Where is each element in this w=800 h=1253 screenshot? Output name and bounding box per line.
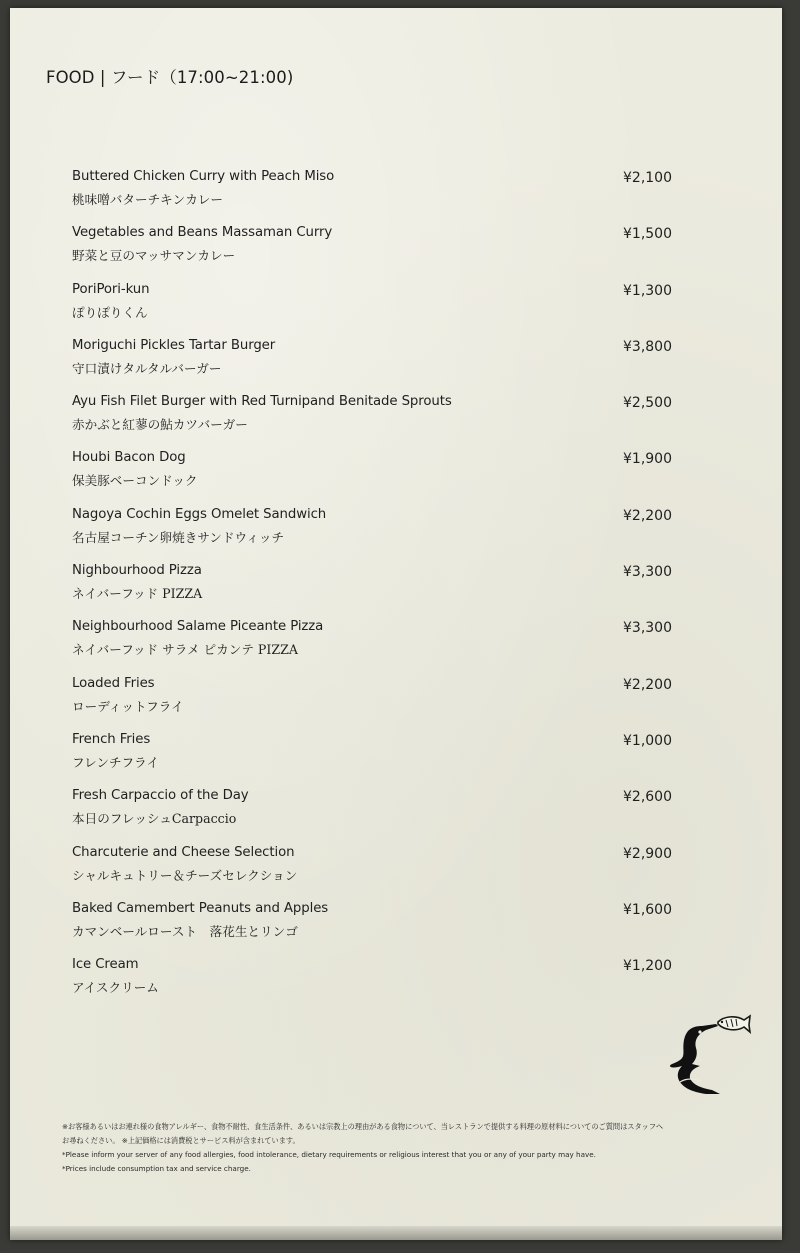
item-name-ja: ぽりぽりくん: [72, 304, 148, 320]
page-title: FOOD | フード（17:00~21:00): [46, 68, 294, 87]
item-name-ja: 野菜と豆のマッサマンカレー: [72, 248, 236, 264]
footnote-ja-1: ※お客様あるいはお連れ様の食物アレルギー、食物不耐性、食生活条件、あるいは宗教上の理由がある食物について、当レストランで提供する料理の原材料についてのご質問はスタッフへ: [62, 1122, 664, 1131]
item-price: ¥2,100: [623, 170, 672, 186]
item-name-en: Baked Camembert Peanuts and Apples: [72, 900, 329, 916]
item-name-en: Fresh Carpaccio of the Day: [72, 788, 249, 804]
footnotes: [62, 1120, 752, 1176]
item-name-en: Charcuterie and Cheese Selection: [72, 844, 295, 860]
item-name-en: Nagoya Cochin Eggs Omelet Sandwich: [72, 506, 327, 522]
item-name-ja: 赤かぶと紅蓼の鮎カツバーガー: [72, 417, 248, 433]
item-price: ¥1,500: [623, 226, 672, 243]
item-price: ¥2,200: [623, 676, 672, 693]
menu-item: [72, 282, 702, 338]
menu-item: [72, 563, 702, 619]
item-price: ¥1,200: [623, 958, 672, 975]
item-name-en: Ayu Fish Filet Burger with Red Turnipand Benitade Sprouts: [72, 394, 452, 410]
item-name-en: French Fries: [72, 731, 151, 747]
item-price: ¥1,300: [623, 282, 672, 299]
item-price: ¥3,800: [623, 338, 672, 355]
item-price: ¥1,600: [623, 901, 672, 918]
item-name-ja: 本日のフレッシュCarpaccio: [72, 811, 237, 827]
footnote-ja-2: お尋ねください。 ※上記価格には消費税とサービス料が含まれています。: [62, 1136, 300, 1145]
item-price: ¥2,900: [623, 845, 672, 862]
item-name-ja: 名古屋コーチン卵焼きサンドウィッチ: [72, 529, 285, 545]
item-price: ¥3,300: [623, 564, 672, 581]
menu-item: [72, 957, 702, 1013]
item-name-en: Neighbourhood Salame Piceante Pizza: [72, 619, 324, 635]
menu-item: [72, 450, 702, 506]
item-name-ja: ネイバーフッド サラメ ピカンテ PIZZA: [72, 642, 298, 658]
item-price: ¥2,500: [623, 395, 672, 412]
item-name-en: Ice Cream: [72, 957, 139, 973]
menu-item: [72, 507, 702, 563]
menu-list: [72, 169, 702, 1013]
menu-sheet: [10, 8, 782, 1240]
menu-item: [72, 169, 702, 225]
item-name-en: Houbi Bacon Dog: [72, 450, 186, 466]
menu-item: [72, 619, 702, 675]
menu-item: [72, 732, 702, 788]
item-name-en: Loaded Fries: [72, 675, 155, 691]
cormorant-with-fish-logo: [656, 1008, 752, 1098]
item-name-en: Vegetables and Beans Massaman Curry: [72, 225, 333, 241]
item-name-ja: 守口漬けタルタルバーガー: [72, 360, 222, 376]
footnote-en-allergy: *Please inform your server of any food allergies, food intolerance, dietary requirements or religious interest that you or any of your party may have.: [62, 1150, 596, 1159]
item-name-ja: 桃味噌バターチキンカレー: [72, 192, 223, 207]
menu-item: [72, 845, 702, 901]
footnote-en-tax: *Prices include consumption tax and service charge.: [62, 1164, 251, 1173]
item-price: ¥2,200: [623, 507, 672, 524]
menu-item: [72, 338, 702, 394]
fish-icon: [718, 1016, 750, 1032]
item-name-ja: ネイバーフッド PIZZA: [72, 586, 203, 602]
paper-edge: [10, 1226, 782, 1240]
item-name-ja: カマンベールロースト 落花生とリンゴ: [72, 923, 298, 939]
menu-item: [72, 788, 702, 844]
item-name-ja: シャルキュトリー＆チーズセレクション: [72, 867, 298, 883]
item-name-en: Buttered Chicken Curry with Peach Miso: [72, 169, 335, 184]
item-name-ja: ローディットフライ: [72, 698, 184, 714]
item-name-ja: アイスクリーム: [72, 980, 159, 996]
menu-item: [72, 901, 702, 957]
item-name-en: Nighbourhood Pizza: [72, 563, 202, 579]
item-name-ja: フレンチフライ: [72, 754, 159, 770]
item-price: ¥1,900: [623, 451, 672, 468]
item-name-ja: 保美豚ベーコンドック: [72, 473, 198, 489]
menu-item: [72, 225, 702, 281]
item-name-en: PoriPori-kun: [72, 281, 150, 297]
menu-item: [72, 676, 702, 732]
item-name-en: Moriguchi Pickles Tartar Burger: [72, 337, 276, 353]
menu-item: [72, 394, 702, 450]
item-price: ¥2,600: [623, 789, 672, 806]
item-price: ¥3,300: [623, 620, 672, 637]
item-price: ¥1,000: [623, 732, 672, 749]
cormorant-icon: [670, 1024, 720, 1094]
